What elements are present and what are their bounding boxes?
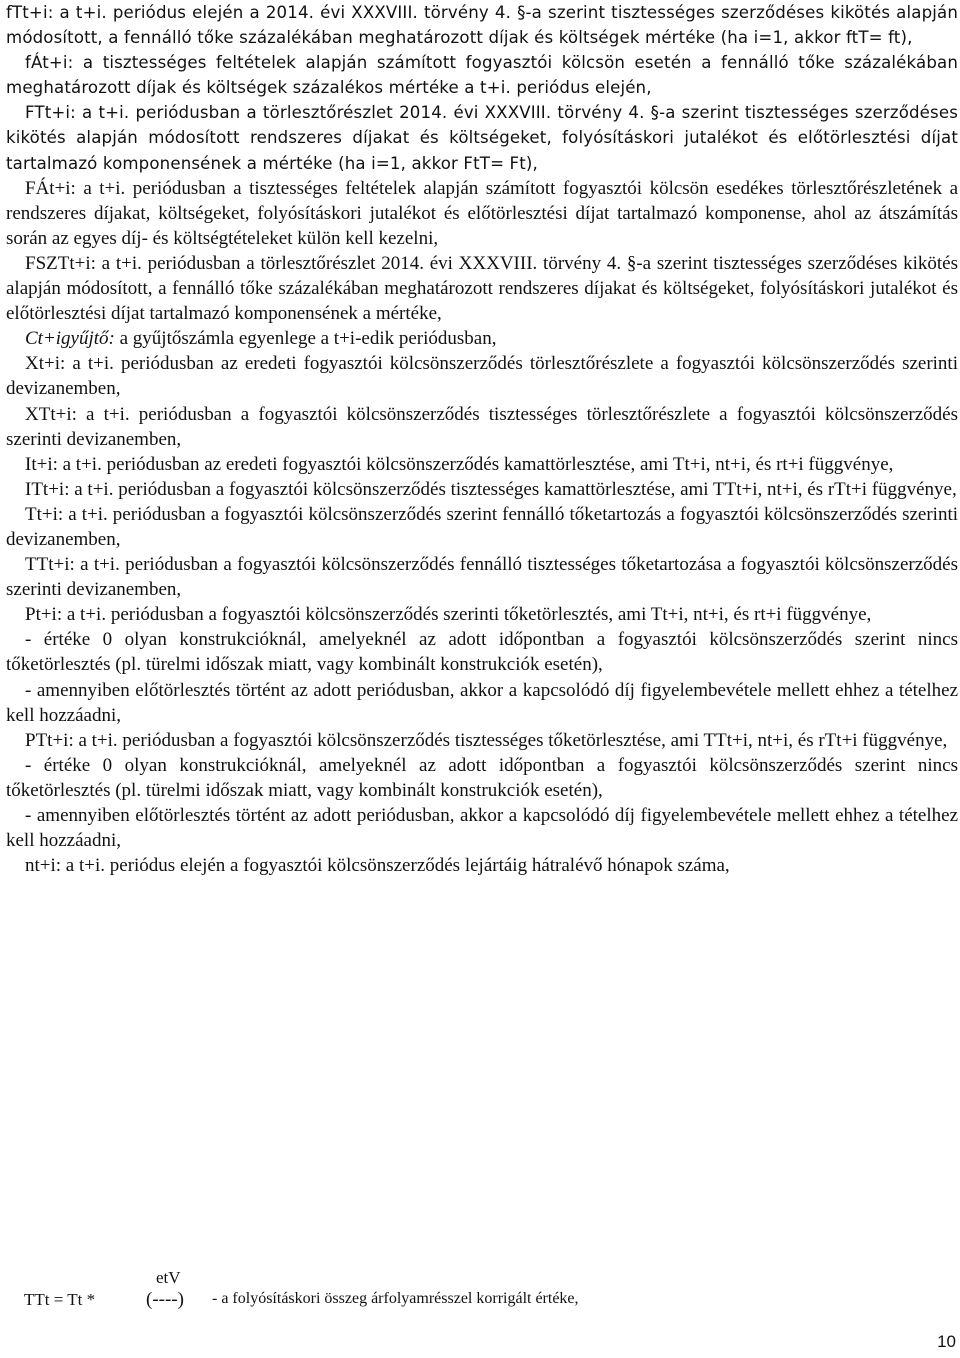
formula-ttt (24, 1268, 744, 1318)
page-number: 10 (937, 1332, 956, 1351)
formula-fraction: (----) (146, 1289, 184, 1310)
paragraph: - értéke 0 olyan konstrukcióknál, amelyeknél az adott időpontban a fogyasztói kölcsönszerződés szerint nincs tőketörlesztés (pl. türelmi időszak miatt, vagy kombinált konstrukciók esetén), (6, 629, 958, 676)
italic-term: Ct+igyűjtő: (25, 328, 115, 350)
document-body (6, 0, 958, 878)
paragraph: Xt+i: a t+i. periódusban az eredeti fogyasztói kölcsönszerződés törlesztőrészlete a fogyasztói kölcsönszerződés szerinti devizanemben, (6, 353, 958, 400)
paragraph: FÁt+i: a t+i. periódusban a tisztességes feltételek alapján számított fogyasztói kölcsön esedékes törlesztőrészletének a rendszeres díjakat, költségeket, folyósításkori jutalékot és előtörlesztési díjat tartalmazó komponense, ahol az átszámítás során az egyes díj- és költségtételeket külön kell kezelni, (6, 177, 958, 249)
paragraph: ITt+i: a t+i. periódusban a fogyasztói kölcsönszerződés tisztességes kamattörlesztése, ami TTt+i, nt+i, és rTt+i függvénye, (25, 478, 957, 500)
paragraph: nt+i: a t+i. periódus elején a fogyasztói kölcsönszerződés lejártáig hátralévő hónapok száma, (25, 855, 730, 877)
paragraph: fÁt+i: a tisztességes feltételek alapján számított fogyasztói kölcsön esetén a fennálló tőke százalékában meghatározott díjak és költségek százalékos mértéke a t+i. periódus elején, (6, 53, 958, 98)
paragraph: Tt+i: a t+i. periódusban a fogyasztói kölcsönszerződés szerint fennálló tőketartozás a fogyasztói kölcsönszerződés szerinti devizanemben, (6, 503, 958, 550)
paragraph: - értéke 0 olyan konstrukcióknál, amelyeknél az adott időpontban a fogyasztói kölcsönszerződés szerint nincs tőketörlesztés (pl. türelmi időszak miatt, vagy kombinált konstrukciók esetén), (6, 754, 958, 801)
paragraph: fTt+i: a t+i. periódus elején a 2014. évi XXXVIII. törvény 4. §-a szerint tisztességes szerződéses kikötés alapján módosított, a fennálló tőke százalékában meghatározott díjak és költségek mértéke (ha i=1, akkor ftT= ft), (6, 3, 958, 48)
paragraph: XTt+i: a t+i. periódusban a fogyasztói kölcsönszerződés tisztességes törlesztőrészlete a fogyasztói kölcsönszerződés szerinti devizanemben, (6, 403, 958, 450)
paragraph: FSZTt+i: a t+i. periódusban a törlesztőrészlet 2014. évi XXXVIII. törvény 4. §-a szerint tisztességes szerződéses kikötés alapján módosított, a fennálló tőke százalékában meghatározott rendszeres díjakat és költségeket, folyósításkori jutalékot és előtörlesztési díjat tartalmazó komponensének a mértéke, (6, 252, 958, 325)
paragraph (6, 326, 958, 351)
paragraph: PTt+i: a t+i. periódusban a fogyasztói kölcsönszerződés tisztességes tőketörlesztése, ami TTt+i, nt+i, és rTt+i függvénye, (25, 729, 948, 751)
formula-lhs: TTt = Tt * (24, 1290, 96, 1309)
paragraph: FTt+i: a t+i. periódusban a törlesztőrészlet 2014. évi XXXVIII. törvény 4. §-a szerint tisztességes szerződéses kikötés alapján módosított rendszeres díjakat és költségeket, folyósításkori jutalékot és előtörlesztési díjat tartalmazó komponensének a mértéke (ha i=1, akkor FtT= Ft), (6, 103, 958, 173)
formula-description: - a folyósításkori összeg árfolyamrésszel korrigált értéke, (212, 1290, 579, 1307)
paragraph-text: a gyűjtőszámla egyenlege a t+i-edik periódusban, (114, 328, 497, 350)
paragraph: - amennyiben előtörlesztés történt az adott periódusban, akkor a kapcsolódó díj figyelembevétele mellett ehhez a tételhez kell hozzáadni, (6, 679, 958, 726)
paragraph: Pt+i: a t+i. periódusban a fogyasztói kölcsönszerződés szerinti tőketörlesztés, ami Tt+i, nt+i, és rt+i függvénye, (25, 604, 872, 626)
paragraph: - amennyiben előtörlesztés történt az adott periódusban, akkor a kapcsolódó díj figyelembevétele mellett ehhez a tételhez kell hozzáadni, (6, 805, 958, 852)
paragraph: It+i: a t+i. periódusban az eredeti fogyasztói kölcsönszerződés kamattörlesztése, ami Tt+i, nt+i, és rt+i függvénye, (25, 453, 894, 475)
paragraph: TTt+i: a t+i. periódusban a fogyasztói kölcsönszerződés fennálló tisztességes tőketartozása a fogyasztói kölcsönszerződés szerinti devizanemben, (6, 554, 958, 601)
formula-superscript: etV (156, 1268, 181, 1287)
